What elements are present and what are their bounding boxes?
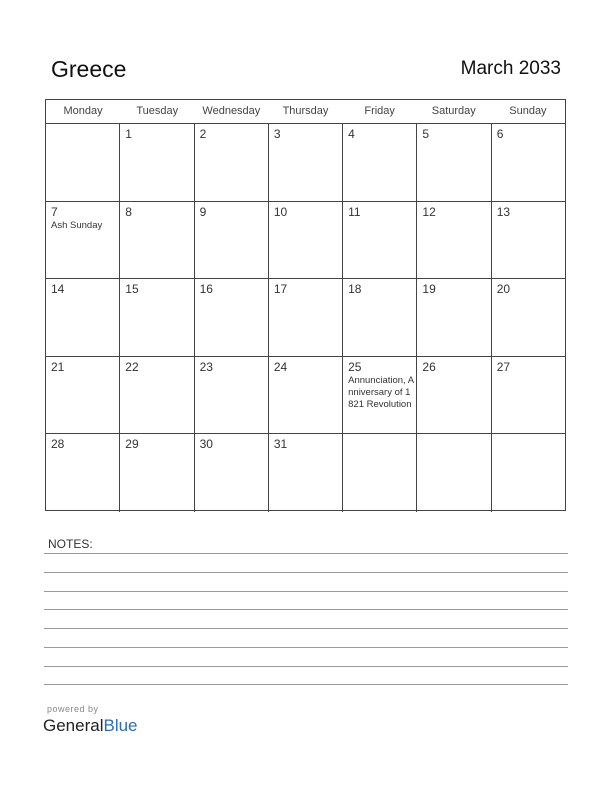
day-cell[interactable] xyxy=(268,279,342,356)
day-cell[interactable] xyxy=(342,279,416,356)
day-number: 22 xyxy=(125,359,139,374)
powered-by-text: powered by xyxy=(47,704,99,714)
day-cell[interactable] xyxy=(194,434,268,512)
day-number: 21 xyxy=(51,359,65,374)
brand-blue: Blue xyxy=(103,716,138,735)
day-number: 20 xyxy=(496,282,511,297)
country-title: Greece xyxy=(51,56,127,82)
day-cell[interactable] xyxy=(342,434,416,512)
week-row xyxy=(46,279,565,357)
day-cell[interactable] xyxy=(416,124,490,201)
day-number: 2 xyxy=(199,127,207,141)
holiday-label: Ash Sunday xyxy=(51,219,103,231)
holiday-label: Annunciation, Anniversary of 1821 Revolution xyxy=(348,374,415,410)
month-year-title: March 2033 xyxy=(460,58,561,79)
day-cell[interactable] xyxy=(119,202,193,279)
day-number: 4 xyxy=(348,127,355,141)
notes-line xyxy=(44,684,568,685)
day-cell[interactable] xyxy=(194,124,268,201)
day-number: 28 xyxy=(51,437,65,452)
day-cell[interactable] xyxy=(268,124,342,201)
week-row xyxy=(46,434,565,512)
day-cell[interactable] xyxy=(46,202,119,279)
day-cell[interactable] xyxy=(342,357,416,434)
day-cell[interactable] xyxy=(268,202,342,279)
day-number: 12 xyxy=(422,204,436,219)
day-cell[interactable] xyxy=(194,279,268,356)
day-number: 19 xyxy=(422,282,436,297)
weekday-label: Friday xyxy=(364,105,395,117)
day-cell[interactable] xyxy=(119,279,193,356)
day-number: 24 xyxy=(273,359,288,374)
day-cell[interactable] xyxy=(342,202,416,279)
day-cell[interactable] xyxy=(268,357,342,434)
day-number: 10 xyxy=(273,204,288,219)
day-cell[interactable] xyxy=(491,124,565,201)
day-number: 16 xyxy=(199,282,213,297)
notes-line xyxy=(44,666,568,667)
day-number: 13 xyxy=(496,204,511,219)
notes-line xyxy=(44,572,568,573)
notes-line xyxy=(44,553,568,554)
day-number: 11 xyxy=(348,204,361,219)
day-cell[interactable] xyxy=(491,202,565,279)
day-number: 8 xyxy=(125,204,132,219)
weekday-label: Sunday xyxy=(509,105,547,117)
weekday-label: Thursday xyxy=(282,105,329,117)
day-cell[interactable] xyxy=(268,434,342,512)
week-row xyxy=(46,357,565,435)
day-cell[interactable] xyxy=(416,357,490,434)
week-row xyxy=(46,124,565,202)
day-number: 6 xyxy=(496,127,504,141)
day-number: 29 xyxy=(125,437,139,452)
day-number: 18 xyxy=(348,282,362,297)
day-cell[interactable] xyxy=(491,279,565,356)
notes-line xyxy=(44,647,568,648)
day-cell[interactable] xyxy=(119,124,193,201)
day-number: 30 xyxy=(199,437,213,452)
day-number: 27 xyxy=(496,359,511,374)
weekday-label: Tuesday xyxy=(136,105,179,117)
day-cell[interactable] xyxy=(342,124,416,201)
weekday-header xyxy=(46,100,565,124)
day-cell[interactable] xyxy=(46,357,119,434)
day-number: 5 xyxy=(422,127,430,141)
day-cell[interactable] xyxy=(46,279,119,356)
week-row xyxy=(46,202,565,280)
day-number: 7 xyxy=(51,204,58,219)
day-number: 25 xyxy=(348,359,362,374)
notes-line xyxy=(44,609,568,610)
calendar-grid xyxy=(45,99,566,511)
weekday-label: Saturday xyxy=(431,105,476,117)
notes-label: NOTES: xyxy=(48,537,93,551)
notes-line xyxy=(44,591,568,592)
day-cell[interactable] xyxy=(119,434,193,512)
day-cell[interactable] xyxy=(119,357,193,434)
generalblue-logo[interactable] xyxy=(43,716,138,736)
day-cell[interactable] xyxy=(46,434,119,512)
notes-line xyxy=(44,628,568,629)
day-cell[interactable] xyxy=(194,202,268,279)
day-cell[interactable] xyxy=(416,279,490,356)
weeks-container xyxy=(46,124,565,512)
day-cell[interactable] xyxy=(416,434,490,512)
day-number: 9 xyxy=(199,204,207,219)
brand-general: General xyxy=(43,716,104,735)
day-cell[interactable] xyxy=(491,357,565,434)
day-number: 1 xyxy=(125,127,132,141)
day-number: 15 xyxy=(125,282,139,297)
weekday-label: Monday xyxy=(63,105,103,117)
day-cell[interactable] xyxy=(194,357,268,434)
day-cell[interactable] xyxy=(46,124,119,201)
day-number: 14 xyxy=(51,282,65,297)
day-cell[interactable] xyxy=(491,434,565,512)
day-number: 31 xyxy=(273,437,288,452)
day-number: 23 xyxy=(199,359,213,374)
day-cell[interactable] xyxy=(416,202,490,279)
day-number: 3 xyxy=(273,127,281,141)
day-number: 17 xyxy=(273,282,288,297)
weekday-label: Wednesday xyxy=(202,105,261,117)
day-number: 26 xyxy=(422,359,436,374)
